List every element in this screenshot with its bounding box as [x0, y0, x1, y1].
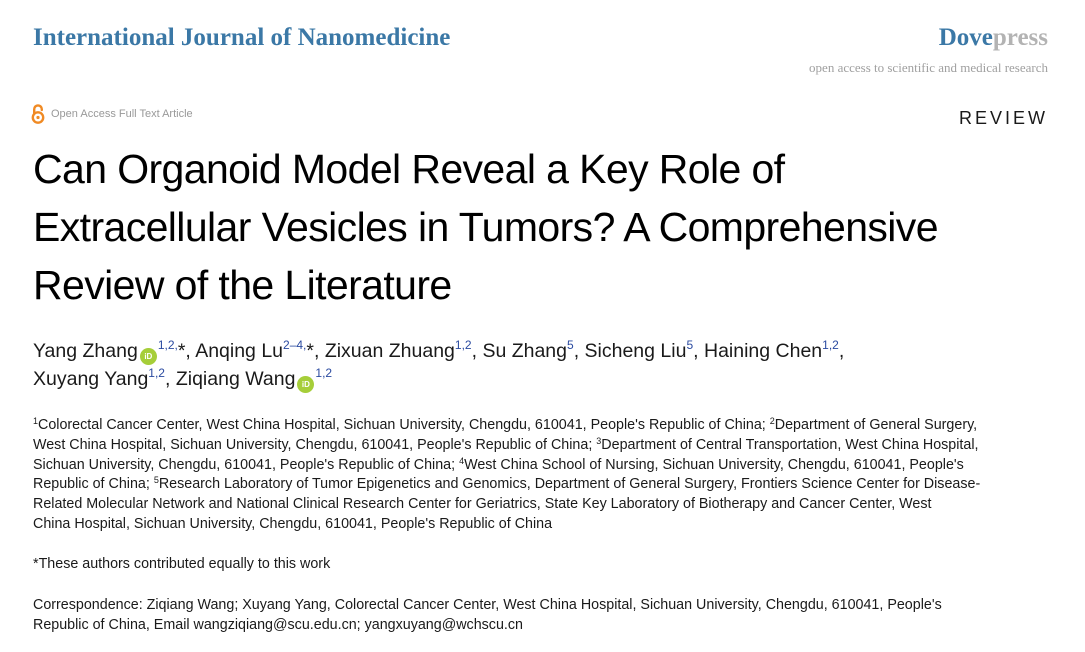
author-affiliation-sup: 1,2, [157, 338, 178, 352]
affiliation-text: Colorectal Cancer Center, West China Hospital, Sichuan University, Chengdu, 610041, People's Republic of China; [38, 417, 770, 433]
author-affiliation-sup: 5 [567, 338, 574, 352]
author-separator: , [313, 340, 325, 362]
affiliation-line-4 [33, 475, 1053, 495]
author-separator: , [838, 340, 845, 362]
affiliation-line-6: China Hospital, Sichuan University, Chengdu, 610041, People's Republic of China [33, 515, 553, 532]
affiliation-line-2 [33, 436, 1053, 456]
author-name[interactable]: Sicheng Liu [584, 340, 687, 362]
author-name[interactable]: Ziqiang Wang [175, 368, 296, 390]
author-separator: , [471, 340, 483, 362]
orcid-icon[interactable]: iD [297, 376, 314, 393]
author-affiliation-sup: 1,2 [822, 338, 839, 352]
author-equal-mark: * [177, 340, 186, 362]
affiliation-number: 2 [769, 416, 775, 426]
author-affiliation-sup: 5 [686, 338, 694, 352]
affiliation-number: 4 [459, 455, 465, 466]
publisher-tagline: open access to scientific and medical research [809, 60, 1048, 75]
author-affiliation-sup: 1,2 [315, 366, 333, 380]
affiliation-line-3 [33, 456, 1053, 476]
author-list [33, 337, 1053, 393]
affiliation-text: Department of General Surgery, [774, 417, 978, 433]
author-separator: , [693, 340, 704, 362]
affiliation-number: 1 [33, 416, 39, 426]
title-line-2: Extracellular Vesicles in Tumors? A Comprehensive [33, 204, 938, 250]
author-separator: , [185, 340, 196, 362]
affiliation-text: Research Laboratory of Tumor Epigenetics and Genomics, Department of General Surgery, Frontiers Science Center for Disease- [158, 476, 981, 493]
author-affiliation-sup: 1,2 [454, 338, 472, 352]
author-separator: , [573, 340, 585, 362]
open-access-lock-icon [31, 104, 45, 124]
title-line-3: Review of the Literature [33, 262, 452, 308]
affiliation-text: Sichuan University, Chengdu, 610041, People's Republic of China; [33, 456, 460, 473]
publisher-logo-press: press [992, 24, 1048, 51]
author-name[interactable]: Yang Zhang [33, 340, 138, 362]
correspondence-line-1: Correspondence: Ziqiang Wang; Xuyang Yang, Colorectal Cancer Center, West China Hospital, Sichuan University, Chengdu, 610041, People's [33, 597, 942, 613]
publisher-logo[interactable] [939, 24, 1048, 52]
author-separator: , [164, 368, 176, 390]
open-access-label: Open Access Full Text Article [51, 108, 193, 120]
affiliation-text: West China School of Nursing, Sichuan University, Chengdu, 610041, People's [464, 456, 964, 473]
article-type: REVIEW [958, 108, 1048, 128]
affiliations [33, 416, 1053, 535]
author-line-1 [33, 337, 1053, 365]
author-name[interactable]: Su Zhang [482, 340, 567, 362]
open-access-badge [31, 104, 193, 124]
orcid-icon[interactable]: iD [140, 348, 157, 365]
author-name[interactable]: Zixuan Zhuang [324, 340, 455, 362]
affiliation-text: Department of Central Transportation, West China Hospital, [601, 436, 979, 453]
publisher-logo-dove: Dove [938, 24, 993, 51]
author-affiliation-sup: 1,2 [148, 366, 165, 380]
author-affiliation-sup: 2–4, [283, 338, 307, 352]
journal-name[interactable]: International Journal of Nanomedicine [33, 24, 451, 51]
author-name[interactable]: Xuyang Yang [33, 368, 149, 390]
affiliation-line-5: Related Molecular Network and National Clinical Research Center for Geriatrics, State Key Laboratory of Biotherapy and Cancer Center, West [33, 496, 932, 513]
author-line-2 [33, 365, 1053, 393]
affiliation-text: West China Hospital, Sichuan University, Chengdu, 610041, People's Republic of China; [33, 436, 597, 453]
affiliation-number: 5 [153, 475, 159, 486]
equal-contribution-note: *These authors contributed equally to this work [33, 556, 331, 572]
title-line-1: Can Organoid Model Reveal a Key Role of [33, 146, 785, 192]
correspondence [33, 596, 1053, 636]
affiliation-text: Republic of China; [33, 476, 154, 493]
author-name[interactable]: Anqing Lu [195, 340, 284, 362]
article-title [33, 140, 1063, 314]
author-name[interactable]: Haining Chen [703, 340, 823, 362]
affiliation-number: 3 [596, 435, 602, 446]
author-equal-mark: * [306, 340, 314, 362]
affiliation-line-1 [33, 416, 1053, 436]
correspondence-line-2[interactable]: Republic of China, Email wangziqiang@scu.edu.cn; yangxuyang@wchscu.cn [33, 616, 523, 633]
